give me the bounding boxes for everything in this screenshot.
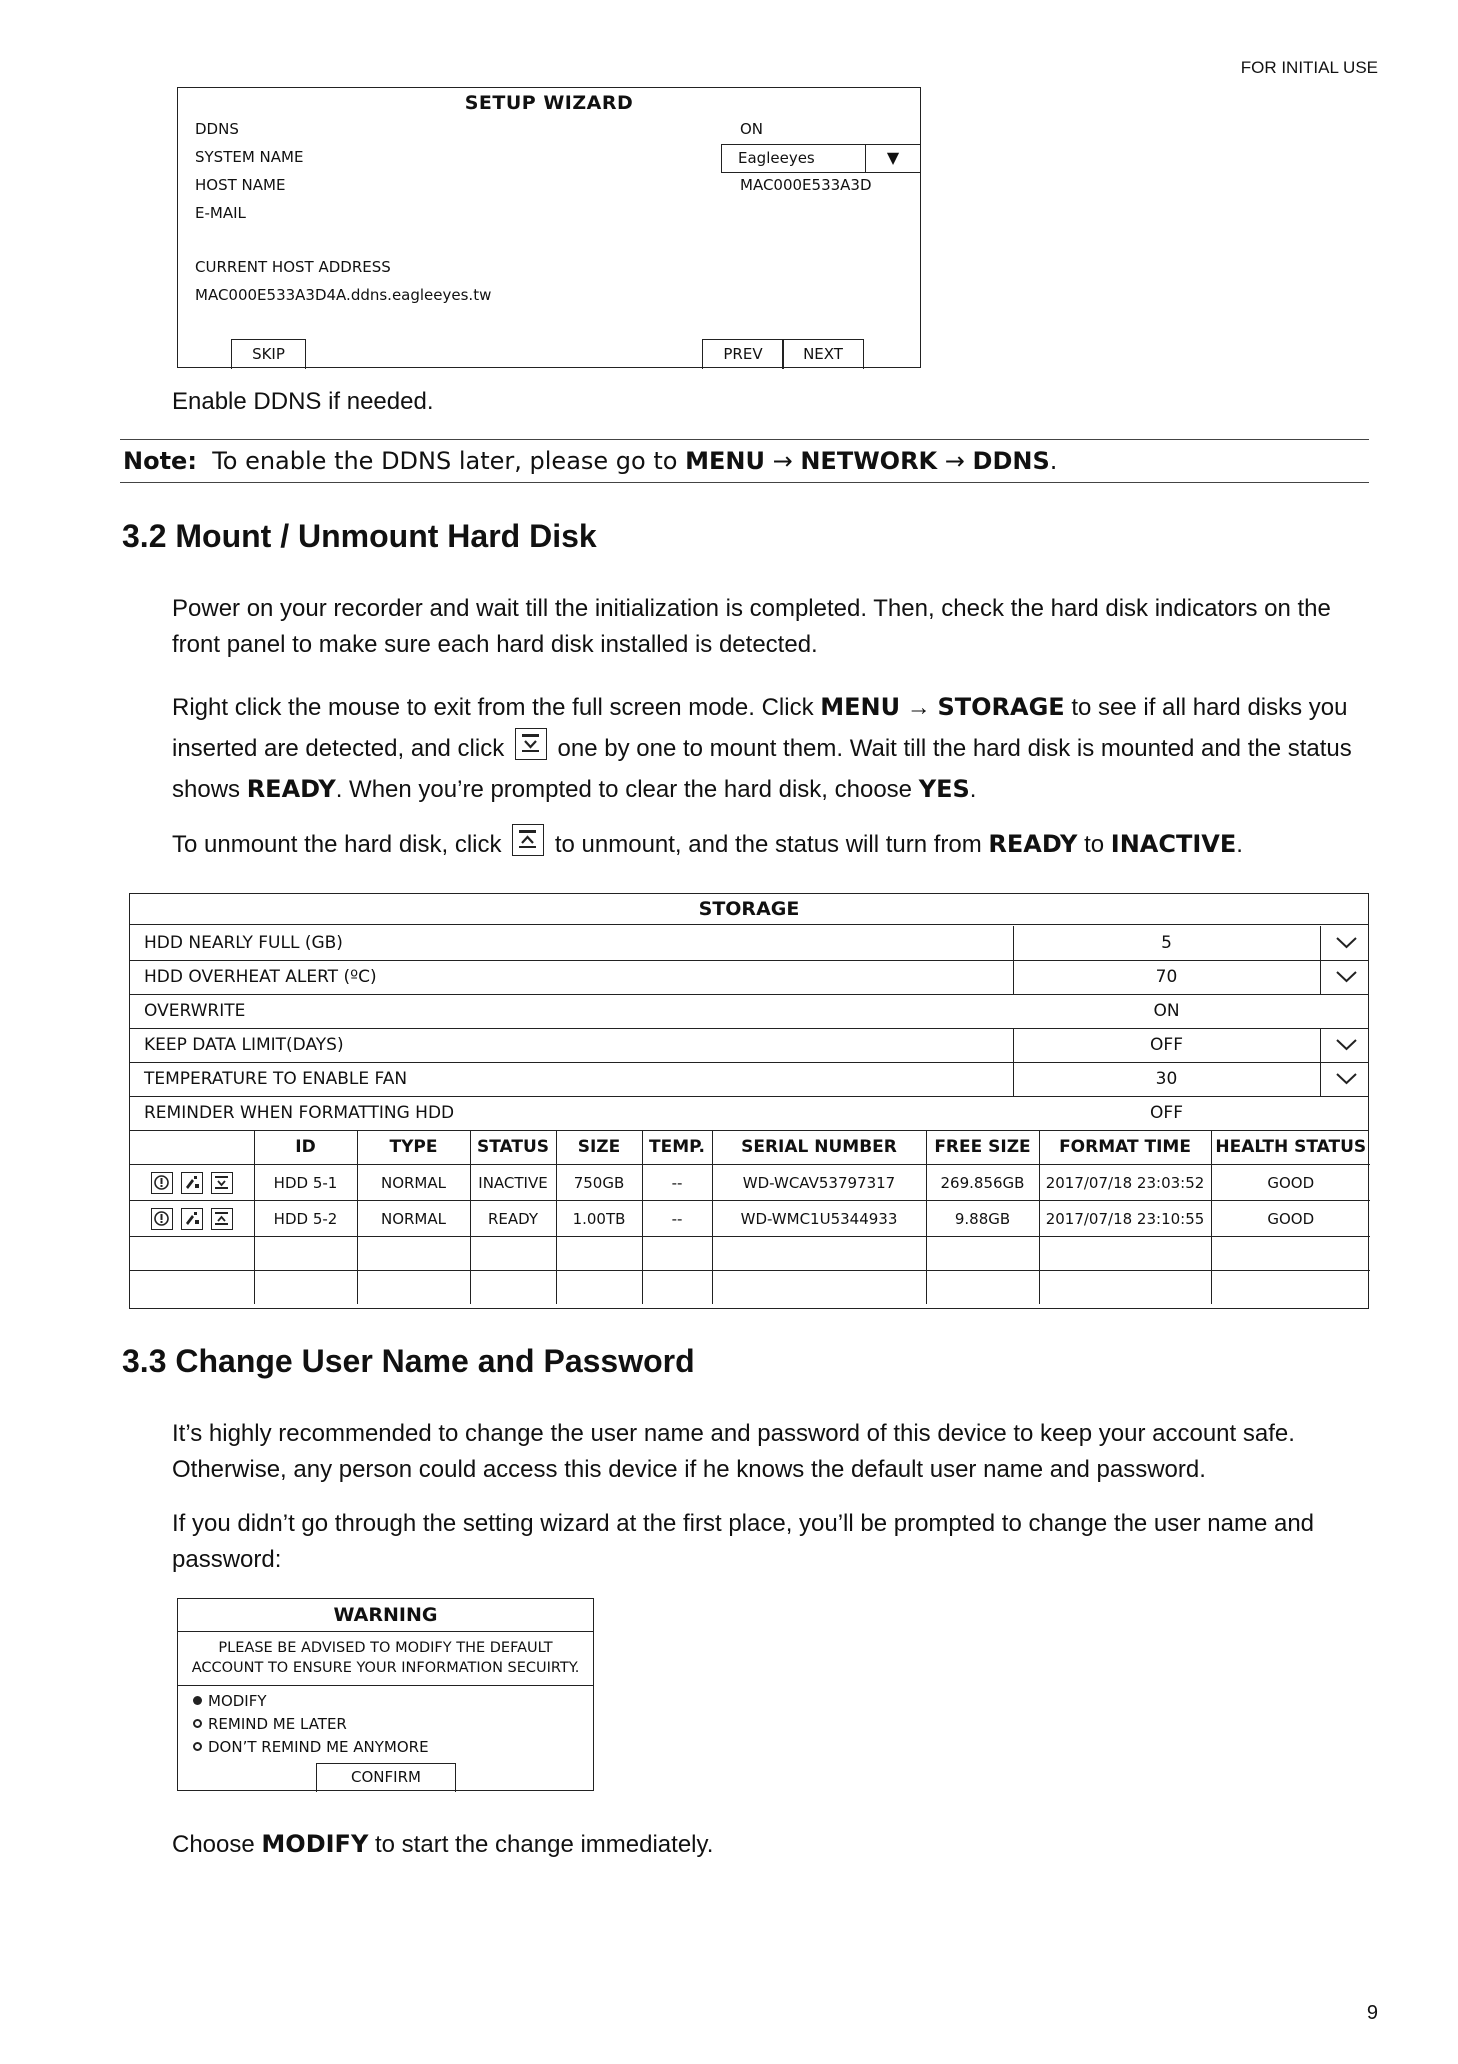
p3-to: to xyxy=(1084,831,1105,858)
skip-button[interactable]: SKIP xyxy=(231,339,306,369)
note-rule-bottom xyxy=(120,482,1369,483)
column-header: ID xyxy=(254,1130,357,1165)
warning-title: WARNING xyxy=(178,1599,593,1632)
cell-id: HDD 5-2 xyxy=(254,1201,357,1237)
format-icon[interactable] xyxy=(181,1172,203,1194)
cell-type: NORMAL xyxy=(357,1165,470,1201)
radio-label: REMIND ME LATER xyxy=(208,1715,347,1733)
p-choose-text-b: to start the change immediately. xyxy=(375,1831,714,1858)
warning-dialog xyxy=(177,1598,594,1791)
mount-icon[interactable] xyxy=(211,1172,233,1194)
cell-size: 750GB xyxy=(556,1165,642,1201)
p2-text-e: . xyxy=(969,776,977,803)
cell-temp: -- xyxy=(642,1165,712,1201)
wizard-value-host-name[interactable]: MAC000E533A3D xyxy=(740,176,872,194)
confirm-button[interactable]: CONFIRM xyxy=(316,1763,456,1792)
radio-label: MODIFY xyxy=(208,1692,267,1710)
cell-free-size: 9.88GB xyxy=(926,1201,1039,1237)
paragraph-prompt: If you didn’t go through the setting wizard at the first place, you’ll be prompted to change the user name and password: xyxy=(172,1510,1315,1573)
section-heading-3-3: 3.3 Change User Name and Password xyxy=(122,1343,695,1379)
note-end: . xyxy=(1049,447,1058,475)
p3-inactive: INACTIVE xyxy=(1110,830,1237,858)
table-row xyxy=(130,1201,1370,1237)
radio-label: DON’T REMIND ME ANYMORE xyxy=(208,1738,429,1756)
storage-panel xyxy=(129,893,1369,1309)
radio-selected-icon xyxy=(193,1696,202,1705)
chevron-down-icon[interactable] xyxy=(1323,960,1370,994)
page-number: 9 xyxy=(1366,2002,1378,2024)
empty-row xyxy=(130,1237,1370,1271)
p2-menu: MENU xyxy=(820,693,901,721)
storage-title: STORAGE xyxy=(130,894,1368,925)
system-name-value: Eagleeyes xyxy=(738,149,815,167)
setting-value[interactable]: ON xyxy=(1153,1001,1180,1021)
paragraph-unmount xyxy=(172,824,1377,863)
next-button[interactable]: NEXT xyxy=(782,339,864,369)
cell-status: INACTIVE xyxy=(470,1165,556,1201)
cell-health: GOOD xyxy=(1211,1165,1370,1201)
enable-ddns-text: Enable DDNS if needed. xyxy=(172,388,434,415)
setting-label: TEMPERATURE TO ENABLE FAN xyxy=(144,1069,408,1089)
cell-type: NORMAL xyxy=(357,1201,470,1237)
cell-serial: WD-WMC1U5344933 xyxy=(712,1201,926,1237)
p3-text-a: To unmount the hard disk, click xyxy=(172,831,502,858)
paragraph-recommend: It’s highly recommended to change the user name and password of this device to keep your account safe. Otherwise, any person could access this device if he knows the default user name and password. xyxy=(172,1420,1295,1483)
row-actions xyxy=(130,1201,254,1237)
chevron-down-icon[interactable] xyxy=(1323,926,1370,960)
format-icon[interactable] xyxy=(181,1208,203,1230)
column-header: TEMP. xyxy=(642,1130,712,1165)
p3-text-b: to unmount, and the status will turn from xyxy=(554,831,982,858)
arrow-icon: → xyxy=(906,694,931,721)
setting-row xyxy=(130,960,1368,995)
chevron-down-icon[interactable] xyxy=(1323,1028,1370,1062)
setting-row xyxy=(130,1028,1368,1063)
hdd-table xyxy=(130,1130,1370,1304)
radio-unselected-icon xyxy=(193,1719,202,1728)
cell-free-size: 269.856GB xyxy=(926,1165,1039,1201)
p2-text-c: one by one to mount them. Wait till the hard disk is mounted and the status shows xyxy=(172,735,1352,803)
cell-status: READY xyxy=(470,1201,556,1237)
setting-label: HDD OVERHEAT ALERT (ºC) xyxy=(144,967,377,987)
wizard-value-current-host: MAC000E533A3D4A.ddns.eagleeyes.tw xyxy=(195,286,492,304)
warning-message-line: PLEASE BE ADVISED TO MODIFY THE DEFAULT xyxy=(218,1640,553,1656)
row-actions xyxy=(130,1165,254,1201)
wizard-label-host-name: HOST NAME xyxy=(195,176,286,194)
setup-wizard-dialog xyxy=(177,87,921,368)
p2-yes: YES xyxy=(918,775,970,803)
radio-dont-remind[interactable] xyxy=(193,1738,429,1756)
column-header: SIZE xyxy=(556,1130,642,1165)
paragraph-power-on: Power on your recorder and wait till the initialization is completed. Then, check the hard disk indicators on the front panel to make sure each hard disk installed is detected. xyxy=(172,595,1331,658)
p-choose-modify: MODIFY xyxy=(261,1830,369,1858)
column-header: STATUS xyxy=(470,1130,556,1165)
radio-modify[interactable] xyxy=(193,1692,267,1710)
column-header: TYPE xyxy=(357,1130,470,1165)
dropdown-arrow-icon[interactable]: ▼ xyxy=(865,145,920,172)
section-heading-3-2: 3.2 Mount / Unmount Hard Disk xyxy=(122,518,597,554)
wizard-label-email: E-MAIL xyxy=(195,204,246,222)
prev-button[interactable]: PREV xyxy=(702,339,784,369)
setting-row xyxy=(130,994,1368,1029)
setting-label: KEEP DATA LIMIT(DAYS) xyxy=(144,1035,344,1055)
info-icon[interactable] xyxy=(151,1172,173,1194)
setting-row xyxy=(130,1062,1368,1097)
note-network: NETWORK xyxy=(800,447,938,475)
note-menu: MENU xyxy=(685,447,765,475)
setting-row xyxy=(130,1096,1368,1131)
arrow-icon: → xyxy=(772,447,793,475)
cell-id: HDD 5-1 xyxy=(254,1165,357,1201)
unmount-icon[interactable] xyxy=(211,1208,233,1230)
setting-value[interactable]: 5 xyxy=(1161,933,1172,953)
column-header: SERIAL NUMBER xyxy=(712,1130,926,1165)
empty-row xyxy=(130,1271,1370,1305)
setting-label: OVERWRITE xyxy=(144,1001,246,1021)
p2-ready: READY xyxy=(246,775,336,803)
page-header-tag: FOR INITIAL USE xyxy=(1240,58,1378,77)
paragraph-choose-modify xyxy=(172,1826,713,1863)
setting-row xyxy=(130,926,1368,961)
p-choose-text-a: Choose xyxy=(172,1831,255,1858)
cell-format-time: 2017/07/18 23:03:52 xyxy=(1039,1165,1211,1201)
hdd-table-header xyxy=(130,1130,1370,1165)
info-icon[interactable] xyxy=(151,1208,173,1230)
setting-value[interactable]: 30 xyxy=(1155,1069,1178,1089)
warning-message-line: ACCOUNT TO ENSURE YOUR INFORMATION SECUIRTY. xyxy=(191,1660,580,1676)
mount-icon xyxy=(515,728,547,760)
warning-message xyxy=(178,1631,593,1686)
p3-end: . xyxy=(1236,831,1243,858)
wizard-value-ddns[interactable]: ON xyxy=(740,120,764,138)
chevron-down-icon[interactable] xyxy=(1323,1062,1370,1096)
cell-temp: -- xyxy=(642,1201,712,1237)
note-text: To enable the DDNS later, please go to xyxy=(212,447,678,475)
column-header xyxy=(130,1130,254,1165)
wizard-label-ddns: DDNS xyxy=(195,120,239,138)
table-row xyxy=(130,1165,1370,1201)
note-label: Note: xyxy=(123,447,197,475)
p2-storage: STORAGE xyxy=(937,693,1065,721)
setting-label: REMINDER WHEN FORMATTING HDD xyxy=(144,1103,455,1123)
note-ddns: DDNS xyxy=(972,447,1050,475)
arrow-icon: → xyxy=(944,447,965,475)
setting-label: HDD NEARLY FULL (GB) xyxy=(144,933,343,953)
wizard-title: SETUP WIZARD xyxy=(464,92,634,114)
setting-value[interactable]: 70 xyxy=(1155,967,1178,987)
radio-unselected-icon xyxy=(193,1742,202,1751)
p2-text-d: . When you’re prompted to clear the hard disk, choose xyxy=(335,776,913,803)
paragraph-mount xyxy=(172,687,1377,810)
cell-serial: WD-WCAV53797317 xyxy=(712,1165,926,1201)
cell-format-time: 2017/07/18 23:10:55 xyxy=(1039,1201,1211,1237)
column-header: FORMAT TIME xyxy=(1039,1130,1211,1165)
p2-text-a: Right click the mouse to exit from the full screen mode. Click xyxy=(172,694,814,721)
radio-remind-later[interactable] xyxy=(193,1715,347,1733)
wizard-label-current-host: CURRENT HOST ADDRESS xyxy=(195,258,391,276)
column-header: HEALTH STATUS xyxy=(1211,1130,1370,1165)
cell-health: GOOD xyxy=(1211,1201,1370,1237)
unmount-icon xyxy=(512,824,544,856)
note-rule-top xyxy=(120,439,1369,440)
p3-ready: READY xyxy=(988,830,1078,858)
cell-size: 1.00TB xyxy=(556,1201,642,1237)
setting-value[interactable]: OFF xyxy=(1150,1103,1183,1123)
column-header: FREE SIZE xyxy=(926,1130,1039,1165)
setting-value[interactable]: OFF xyxy=(1150,1035,1183,1055)
p2-text-b: to see if all hard disks you inserted are detected, and click xyxy=(172,694,1348,762)
wizard-label-system-name: SYSTEM NAME xyxy=(195,148,304,166)
system-name-dropdown[interactable] xyxy=(721,144,921,173)
note-block xyxy=(123,447,1057,475)
